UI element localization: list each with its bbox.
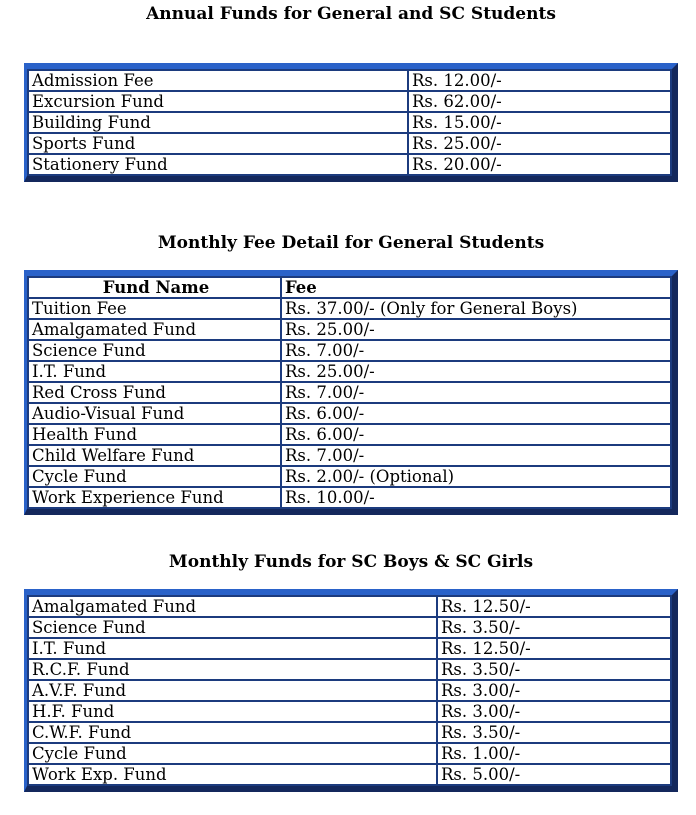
fee-cell: Rs. 7.00/- bbox=[281, 445, 671, 466]
fee-cell: Rs. 25.00/- bbox=[281, 361, 671, 382]
fund-name-cell: Work Experience Fund bbox=[28, 487, 281, 508]
annual-funds-title: Annual Funds for General and SC Students bbox=[146, 4, 556, 24]
fee-cell: Rs. 2.00/- (Optional) bbox=[281, 466, 671, 487]
fund-name-cell: H.F. Fund bbox=[28, 701, 437, 722]
fund-name-cell: Amalgamated Fund bbox=[28, 596, 437, 617]
fund-name-cell: I.T. Fund bbox=[28, 361, 281, 382]
fund-name-cell: Cycle Fund bbox=[28, 466, 281, 487]
table-row bbox=[28, 154, 671, 175]
fee-cell: Rs. 12.50/- bbox=[437, 596, 671, 617]
fund-name-cell: Red Cross Fund bbox=[28, 382, 281, 403]
fund-name-cell: Science Fund bbox=[28, 340, 281, 361]
fee-cell: Rs. 6.00/- bbox=[281, 403, 671, 424]
table-row bbox=[28, 659, 671, 680]
monthly-sc-table-frame bbox=[24, 589, 678, 792]
fee-cell: Rs. 15.00/- bbox=[408, 112, 671, 133]
monthly-general-table-frame bbox=[24, 270, 678, 515]
fund-name-cell: Admission Fee bbox=[28, 70, 408, 91]
table-row bbox=[28, 361, 671, 382]
table-row bbox=[28, 133, 671, 154]
fee-cell: Rs. 20.00/- bbox=[408, 154, 671, 175]
column-header-fee: Fee bbox=[281, 277, 671, 298]
fee-cell: Rs. 5.00/- bbox=[437, 764, 671, 785]
fund-name-cell: Sports Fund bbox=[28, 133, 408, 154]
fund-name-cell: C.W.F. Fund bbox=[28, 722, 437, 743]
annual-funds-table bbox=[27, 69, 672, 176]
fund-name-cell: Child Welfare Fund bbox=[28, 445, 281, 466]
monthly-sc-title: Monthly Funds for SC Boys & SC Girls bbox=[168, 552, 534, 572]
table-header-row bbox=[28, 277, 671, 298]
table-row bbox=[28, 722, 671, 743]
annual-funds-table-frame bbox=[24, 63, 678, 182]
table-row bbox=[28, 424, 671, 445]
fee-cell: Rs. 12.50/- bbox=[437, 638, 671, 659]
monthly-general-table bbox=[27, 276, 672, 509]
fee-cell: Rs. 37.00/- (Only for General Boys) bbox=[281, 298, 671, 319]
table-row bbox=[28, 743, 671, 764]
fee-cell: Rs. 3.50/- bbox=[437, 617, 671, 638]
fund-name-cell: Science Fund bbox=[28, 617, 437, 638]
column-header-fund-name: Fund Name bbox=[28, 277, 281, 298]
fund-name-cell: Tuition Fee bbox=[28, 298, 281, 319]
fee-cell: Rs. 25.00/- bbox=[408, 133, 671, 154]
table-row bbox=[28, 701, 671, 722]
table-row bbox=[28, 298, 671, 319]
table-row bbox=[28, 596, 671, 617]
table-row bbox=[28, 617, 671, 638]
table-row bbox=[28, 403, 671, 424]
table-row bbox=[28, 112, 671, 133]
fund-name-cell: Amalgamated Fund bbox=[28, 319, 281, 340]
fund-name-cell: Excursion Fund bbox=[28, 91, 408, 112]
table-row bbox=[28, 70, 671, 91]
fee-cell: Rs. 3.00/- bbox=[437, 701, 671, 722]
table-row bbox=[28, 680, 671, 701]
fund-name-cell: Cycle Fund bbox=[28, 743, 437, 764]
fund-name-cell: Work Exp. Fund bbox=[28, 764, 437, 785]
fund-name-cell: Stationery Fund bbox=[28, 154, 408, 175]
fund-name-cell: R.C.F. Fund bbox=[28, 659, 437, 680]
table-row bbox=[28, 764, 671, 785]
monthly-sc-table bbox=[27, 595, 672, 786]
fee-cell: Rs. 12.00/- bbox=[408, 70, 671, 91]
table-row bbox=[28, 487, 671, 508]
monthly-general-title: Monthly Fee Detail for General Students bbox=[157, 233, 545, 253]
fee-cell: Rs. 1.00/- bbox=[437, 743, 671, 764]
fee-cell: Rs. 25.00/- bbox=[281, 319, 671, 340]
fund-name-cell: Audio-Visual Fund bbox=[28, 403, 281, 424]
fund-name-cell: Building Fund bbox=[28, 112, 408, 133]
fee-cell: Rs. 62.00/- bbox=[408, 91, 671, 112]
table-row bbox=[28, 466, 671, 487]
fee-cell: Rs. 3.00/- bbox=[437, 680, 671, 701]
table-row bbox=[28, 91, 671, 112]
fund-name-cell: A.V.F. Fund bbox=[28, 680, 437, 701]
fee-cell: Rs. 3.50/- bbox=[437, 722, 671, 743]
fee-cell: Rs. 7.00/- bbox=[281, 382, 671, 403]
fund-name-cell: I.T. Fund bbox=[28, 638, 437, 659]
table-row bbox=[28, 319, 671, 340]
table-row bbox=[28, 445, 671, 466]
fee-cell: Rs. 10.00/- bbox=[281, 487, 671, 508]
table-row bbox=[28, 340, 671, 361]
fee-cell: Rs. 3.50/- bbox=[437, 659, 671, 680]
table-row bbox=[28, 638, 671, 659]
fee-cell: Rs. 6.00/- bbox=[281, 424, 671, 445]
table-row bbox=[28, 382, 671, 403]
fee-cell: Rs. 7.00/- bbox=[281, 340, 671, 361]
fund-name-cell: Health Fund bbox=[28, 424, 281, 445]
